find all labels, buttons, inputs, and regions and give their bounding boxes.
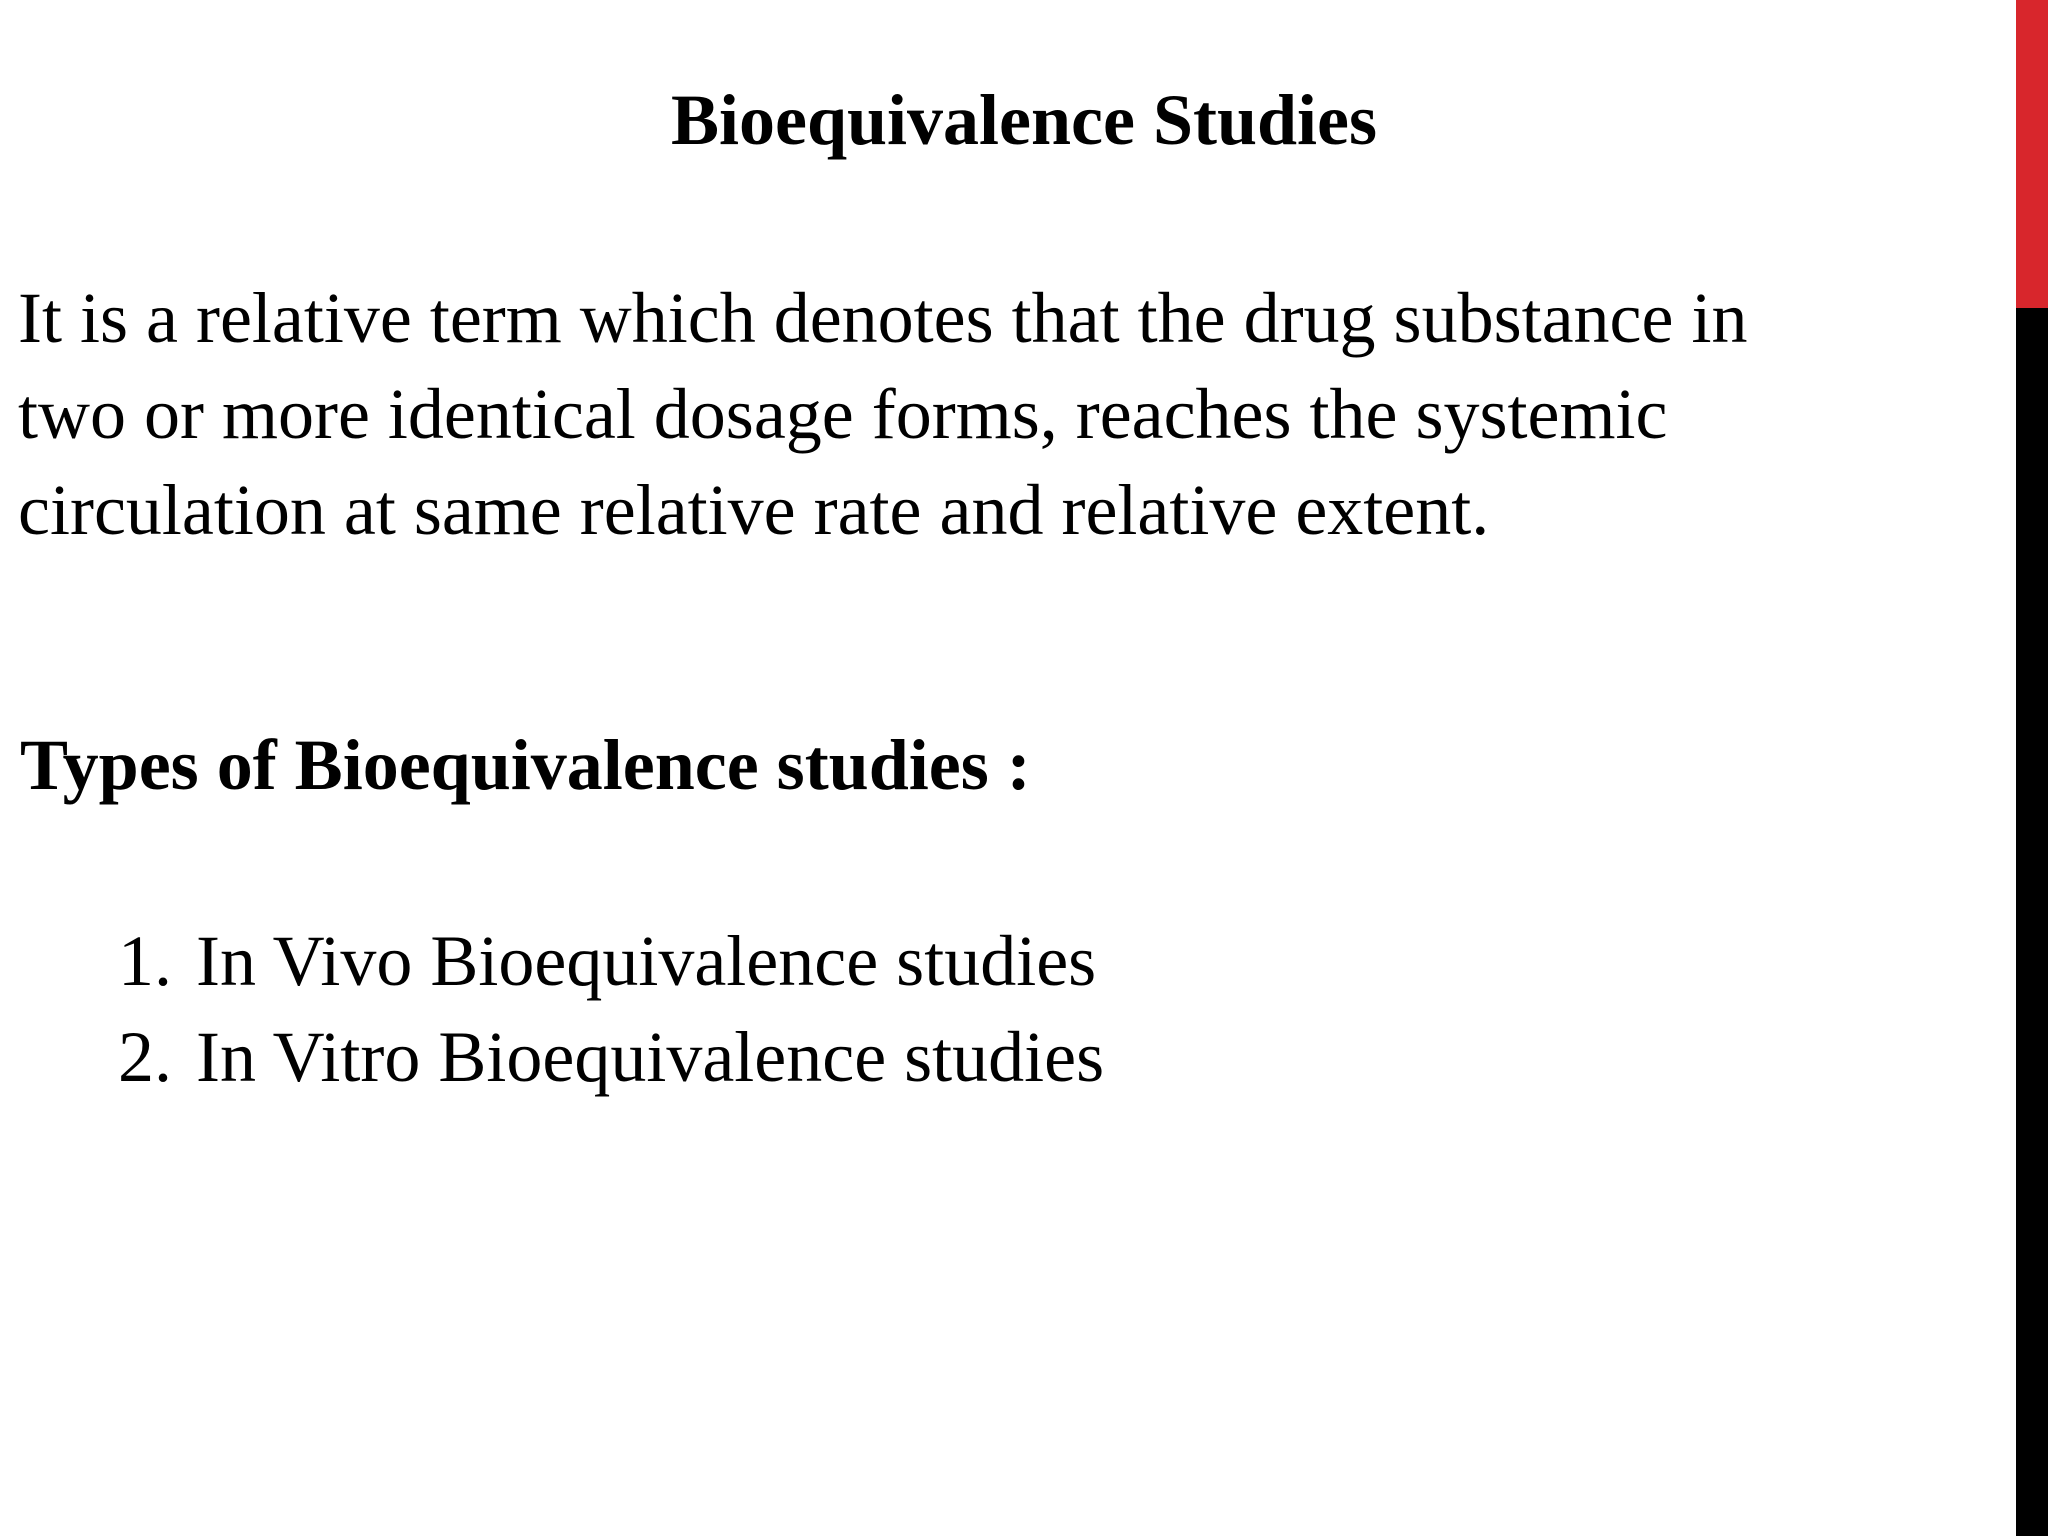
types-list (118, 913, 1104, 1105)
definition-paragraph (18, 270, 1998, 558)
slide-title: Bioequivalence Studies (670, 80, 1378, 160)
list-item (118, 913, 1104, 1009)
accent-bar-black (2016, 308, 2048, 1536)
definition-line: two or more identical dosage forms, reaches the systemic (18, 374, 1668, 454)
list-item-label: In Vivo Bioequivalence studies (196, 921, 1097, 1001)
list-item-label: In Vitro Bioequivalence studies (196, 1017, 1105, 1097)
types-heading: Types of Bioequivalence studies : (20, 725, 1031, 805)
list-item-number: 1. (118, 921, 172, 1001)
list-item-number: 2. (118, 1017, 172, 1097)
list-item (118, 1009, 1104, 1105)
definition-line: It is a relative term which denotes that the drug substance in (18, 278, 1748, 358)
definition-line: circulation at same relative rate and relative extent. (18, 470, 1490, 550)
